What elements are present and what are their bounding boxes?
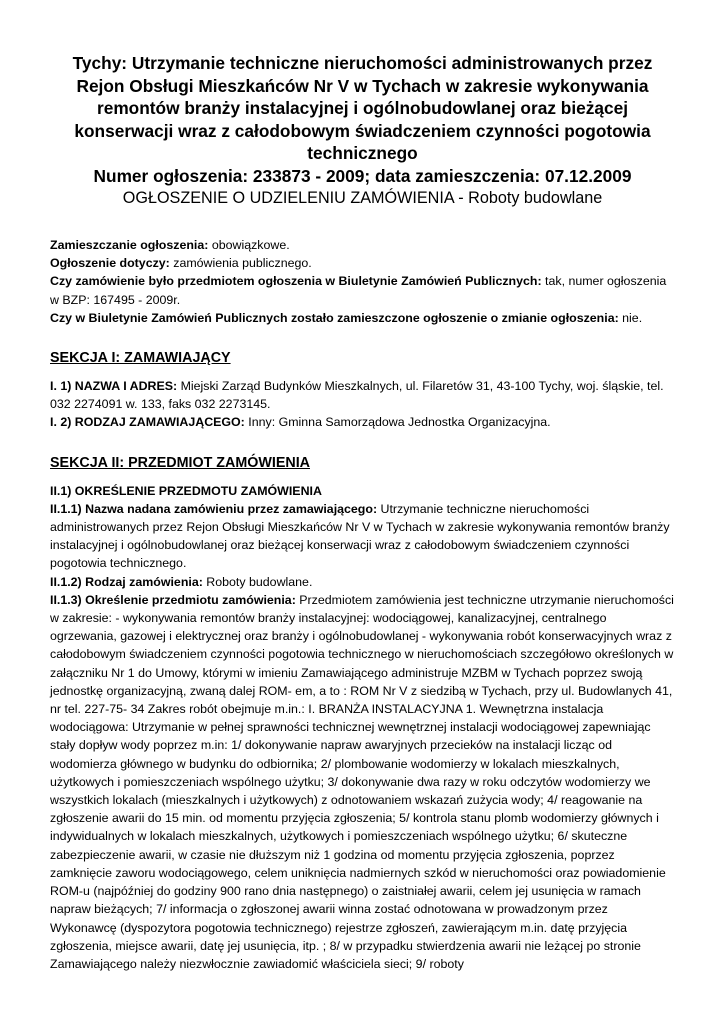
bzp-value: tak, numer ogłoszenia w BZP: 167495 - 2009r. [50,274,667,307]
order-description-line [50,591,675,973]
contracting-name-label: I. 1) NAZWA I ADRES: [50,379,178,394]
order-kind-line [50,573,675,591]
contracting-type-value: Inny: Gminna Samorządowa Jednostka Organizacyjna. [244,415,551,430]
contracting-name-line [50,377,675,413]
bzp-line [50,272,675,308]
change-label: Czy w Biuletynie Zamówień Publicznych zostało zamieszczone ogłoszenie o zmianie ogłoszenia: [50,310,619,325]
placement-line [50,236,675,254]
order-description-label: II.1.3) Określenie przedmiotu zamówienia: [50,592,296,607]
notice-subtitle: OGŁOSZENIE O UDZIELENIU ZAMÓWIENIA - Roboty budowlane [122,189,603,207]
change-line [50,309,675,327]
document-page [50,52,675,973]
contracting-type-label: I. 2) RODZAJ ZAMAWIAJĄCEGO: [50,415,245,430]
order-name-label: II.1.1) Nazwa nadana zamówieniu przez zamawiającego: [50,501,378,516]
contracting-name-value: Miejski Zarząd Budynków Mieszkalnych, ul. Filaretów 31, 43-100 Tychy, woj. śląskie, tel. 032 2274091 w. 133, faks 032 2273145. [50,379,664,412]
contracting-type-line [50,413,675,431]
notice-title: Tychy: Utrzymanie techniczne nieruchomości administrowanych przez Rejon Obsługi Mieszkańców Nr V w Tychach w zakresie wykonywania remontów branży instalacyjnej i ogólnobudowlanej oraz bieżącej konserwacji wraz z całodobowym świadczeniem czynności pogotowia technicznego [72,53,653,163]
order-kind-label: II.1.2) Rodzaj zamówienia: [50,574,203,589]
notice-number-line: Numer ogłoszenia: 233873 - 2009; data zamieszczenia: 07.12.2009 [93,165,632,186]
section-1-heading: SEKCJA I: ZAMAWIAJĄCY [50,350,231,367]
concerns-value: zamówienia publicznego. [169,256,312,271]
order-name-value: Utrzymanie techniczne nieruchomości administrowanych przez Rejon Obsługi Mieszkańców Nr V w Tychach w zakresie wykonywania remontów branży instalacyjnej i ogólnobudowlanej oraz bieżącej konserwacji wraz z całodobowym świadczeniem czynności pogotowia technicznego. [50,501,670,571]
concerns-line [50,254,675,272]
placement-value: obowiązkowe. [208,238,290,252]
subject-subheading [50,482,675,500]
section-2-heading: SEKCJA II: PRZEDMIOT ZAMÓWIENIA [50,454,310,471]
change-value: nie. [618,310,643,325]
order-name-line [50,500,675,573]
order-kind-value: Roboty budowlane. [202,574,313,589]
concerns-label: Ogłoszenie dotyczy: [50,256,170,271]
order-description-value: Przedmiotem zamówienia jest techniczne utrzymanie nieruchomości w zakresie: - wykonywania remontów branży instalacyjnej: wodociągowej, kanalizacyjnej, centralnego ogrzewania, gazowej i elektrycznej oraz branży i ogólnobudowlanej - wykonywania robót konserwacyjnych wraz z całodobowym świadczeniem czynności pogotowia technicznego w nieruchomościach szczegółowo określonych w załączniku Nr 1 do Umowy, którymi w imieniu Zamawiającego administruje MZBM w Tychach poprzez swoją jednostkę organizacyjną, zwaną dalej ROM- em, a to : ROM Nr V z siedzibą w Tychach, przy ul. Budowlanych 41, nr tel. 227-75- 34 Zakres robót obejmuje m.in.: I. BRANŻA INSTALACYJNA 1. Wewnętrzna instalacja wodociągowa: Utrzymanie w pełnej sprawności technicznej wewnętrznej instalacji wodociągowej zapewniając stały dopływ wody poprzez m.in: 1/ dokonywanie napraw awaryjnych przecieków na instalacji licząc od wodomierza głównego w budynku do odbiornika; 2/ plombowanie wodomierzy w lokalach mieszkalnych, użytkowych i pomieszczeniach wspólnego użytku; 3/ dokonywanie dwa razy w roku odczytów wodomierzy we wszystkich lokalach (mieszkalnych i użytkowych) z odnotowaniem wskazań zużycia wody; 4/ reagowanie na zgłoszenie awarii do 15 min. od momentu przyjęcia zgłoszenia; 5/ kontrola stanu plomb wodomierzy głównych i indywidualnych w lokalach mieszkalnych, użytkowych i pomieszczeniach wspólnego użytku; 6/ skuteczne zabezpieczenie awarii, w czasie nie dłuższym niż 1 godzina od momentu przyjęcia zgłoszenia, poprzez zamknięcie zaworu wodociągowego, celem uniknięcia nadmiernych szkód w nieruchomości oraz powiadomienie ROM-u (najpóźniej do godziny 900 rano dnia następnego) o zaistniałej awarii, celem jej usunięcia w ramach napraw bieżących; 7/ informacja o zgłoszonej awarii winna zostać odnotowana w prowadzonym przez Wykonawcę (dyspozytora pogotowia technicznego) rejestrze zgłoszeń, zawierającym m.in. datę przyjęcia zgłoszenia, miejsce awarii, datę jej usunięcia, itp. ; 8/ w przypadku stwierdzenia awarii nie leżącej po stronie Zamawiającego należy niezwłocznie zawiadomić właściciela sieci; 9/ roboty [50,592,674,971]
bzp-label: Czy zamówienie było przedmiotem ogłoszenia w Biuletynie Zamówień Publicznych: [50,274,542,289]
subject-subheading-text: II.1) OKREŚLENIE PRZEDMOTU ZAMÓWIENIA [50,483,322,498]
placement-label: Zamieszczanie ogłoszenia: [50,238,209,252]
